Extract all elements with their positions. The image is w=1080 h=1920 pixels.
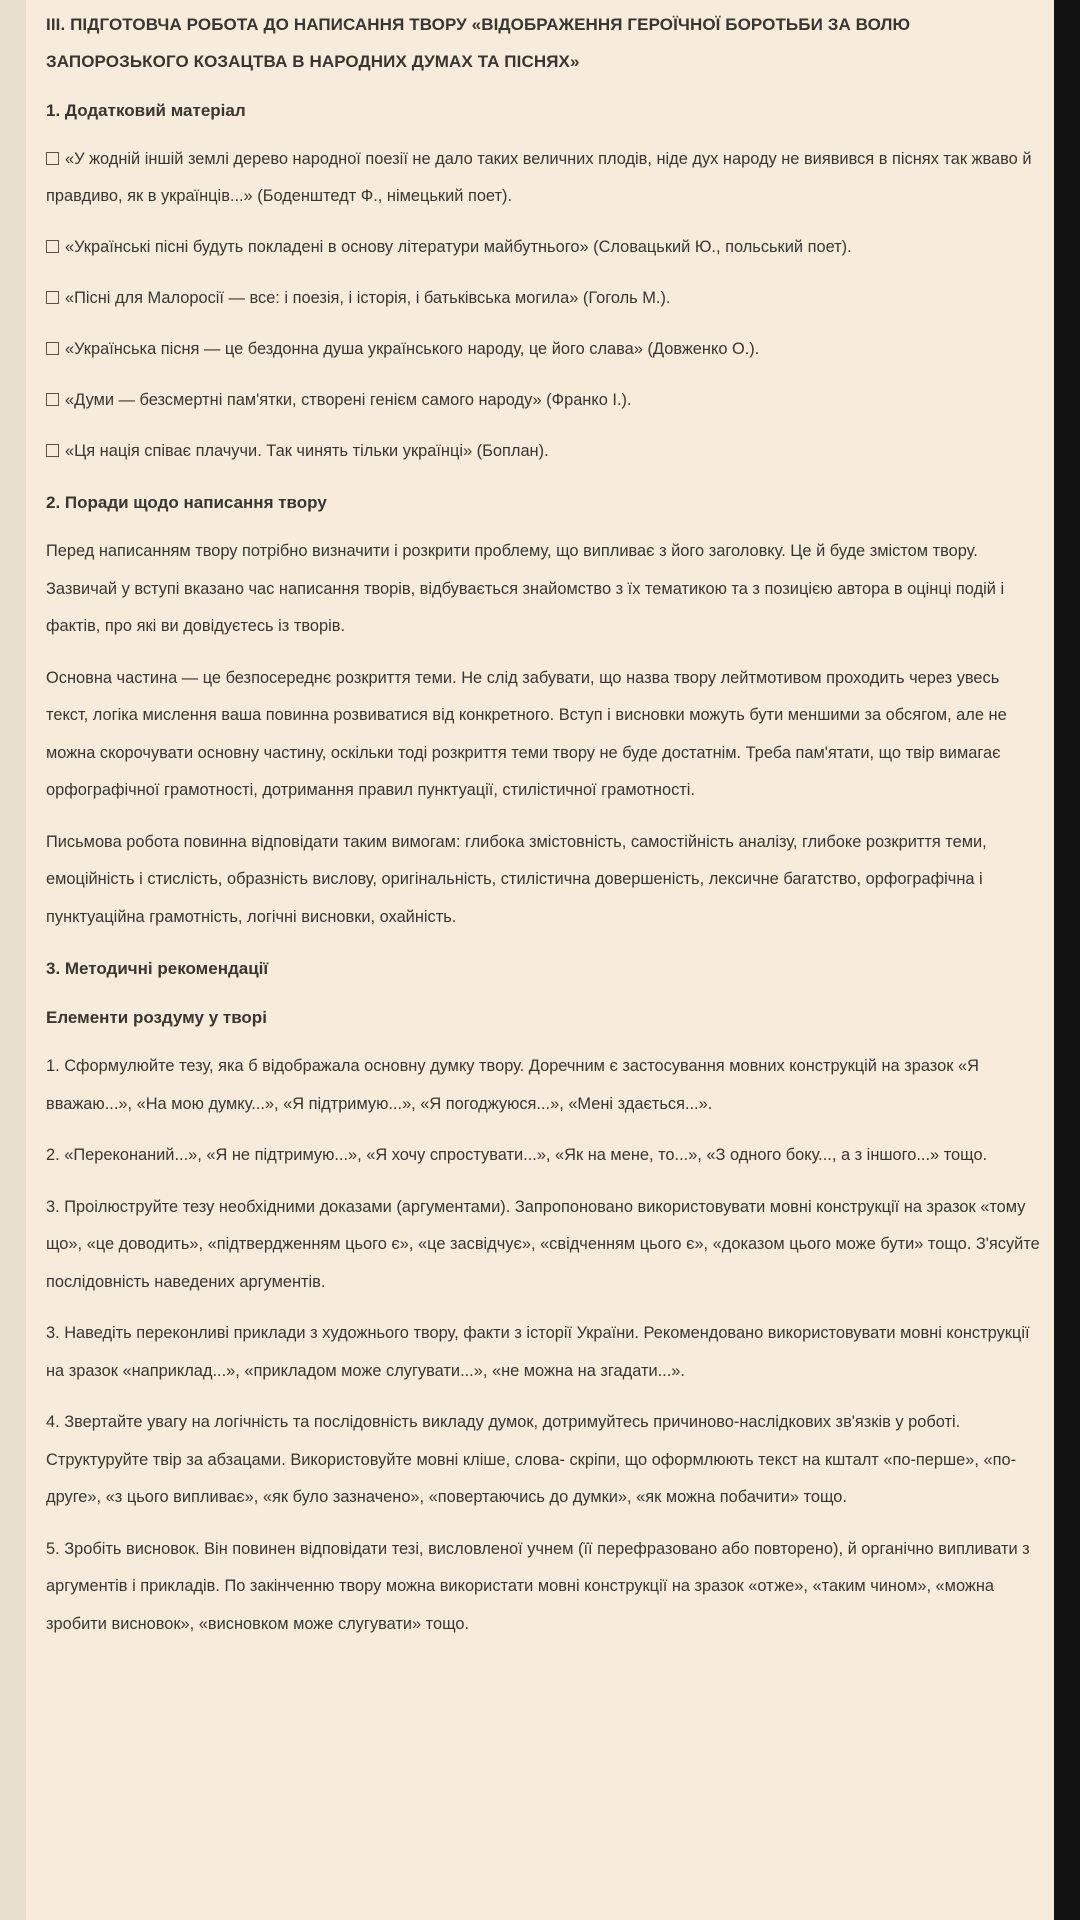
quote-item xyxy=(46,141,1044,215)
quote-list xyxy=(46,141,1044,470)
quote-item xyxy=(46,331,1044,368)
paragraph: 2. «Переконаний...», «Я не підтримую...», «Я хочу спростувати...», «Як на мене, то...», «З одного боку..., а з іншого...» тощо. xyxy=(46,1146,988,1164)
paragraph: 4. Звертайте увагу на логічність та послідовність викладу думок, дотримуйтесь причиново-наслідкових зв'язків у роботі. Структуруйте твір за абзацами. Використовуйте мовні кліше, слова- скріпи, що оформлюють текст на кшталт «по-перше», «по-друге», «з цього випливає», «як було зазначено», «повертаючись до думки», «як можна побачити» тощо. xyxy=(46,1413,1017,1506)
paragraph: 1. Сформулюйте тезу, яка б відображала основну думку твору. Доречним є застосування мовних конструкцій на зразок «Я вважаю...», «На мою думку...», «Я підтримую...», «Я погоджуюся...», «Мені здається...». xyxy=(46,1057,979,1113)
quote-item xyxy=(46,433,1044,470)
left-margin xyxy=(0,0,26,1920)
section-writing-tips xyxy=(46,486,1044,936)
quote-text: «У жодній іншій землі дерево народної поезії не дало таких величних плодів, ніде дух народу не виявився в піснях так жваво й правдиво, як в українців...» (Боденштедт Ф., німецький поет). xyxy=(46,150,1032,205)
quote-text: «Пісні для Малоросії — все: і поезія, і історія, і батьківська могила» (Гоголь М.). xyxy=(65,289,671,307)
paragraph: 3. Наведіть переконливі приклади з художнього твору, факти з історії України. Рекомендовано використовувати мовні конструкції на зразок «наприклад...», «прикладом може слугувати...», «не можна на згадати...». xyxy=(46,1324,1030,1380)
quote-item xyxy=(46,229,1044,266)
checkbox-square-icon xyxy=(46,342,59,355)
paragraph: 5. Зробіть висновок. Він повинен відповідати тезі, висловленої учнем (її перефразовано або повторено), й органічно випливати з аргументів і прикладів. По закінченню твору можна використати мовні конструкції на зразок «отже», «таким чином», «можна зробити висновок», «висновком може слугувати» тощо. xyxy=(46,1539,1030,1633)
quote-text: «Думи — безсмертні пам'ятки, створені генієм самого народу» (Франко І.). xyxy=(65,391,632,409)
section-title: 2. Поради щодо написання твору xyxy=(46,493,327,512)
section-heading: ІІІ. ПІДГОТОВЧА РОБОТА ДО НАПИСАННЯ ТВОРУ «ВІДОБРАЖЕННЯ ГЕРОЇЧНОЇ БОРОТЬБИ ЗА ВОЛЮ ЗАПОРОЗЬКОГО КОЗАЦТВА В НАРОДНИХ ДУМАХ ТА ПІСНЯХ» xyxy=(46,15,911,71)
paragraph: Перед написанням твору потрібно визначити і розкрити проблему, що випливає з його заголовку. Це й буде змістом твору. Зазвичай у вступі вказано час написання творів, відбувається знайомство з їх тематикою та з позицією автора в оцінці подій і фактів, про які ви довідуєтесь із творів. xyxy=(46,542,1005,635)
section-subtitle: Елементи роздуму у творі xyxy=(46,1008,267,1027)
quote-item xyxy=(46,280,1044,317)
quote-item xyxy=(46,382,1044,419)
right-margin xyxy=(1054,0,1080,1920)
section-title: 1. Додатковий матеріал xyxy=(46,101,246,120)
paragraph: Основна частина — це безпосереднє розкриття теми. Не слід забувати, що назва твору лейтмотивом проходить через увесь текст, логіка мислення ваша повинна розвиватися від конкретного. Вступ і висновки можуть бути меншими за обсягом, але не можна скорочувати основну частину, оскільки тоді розкриття теми твору не буде достатнім. Треба пам'ятати, що твір вимагає орфографічної грамотності, дотримання правил пунктуації, стилістичної грамотності. xyxy=(46,668,1007,799)
paragraph: 3. Проілюструйте тезу необхідними доказами (аргументами). Запропоновано використовувати мовні конструкції на зразок «тому що», «це доводить», «підтвердженням цього є», «це засвідчує», «свідченням цього є», «доказом цього може бути» тощо. З'ясуйте послідовність наведених аргументів. xyxy=(46,1197,1040,1291)
paragraph: Письмова робота повинна відповідати таким вимогам: глибока змістовність, самостійність аналізу, глибоке розкриття теми, емоційність і стислість, образність вислову, оригінальність, стилістична довершеність, лексичне багатство, орфографічна і пунктуаційна грамотність, логічні висновки, охайність. xyxy=(46,832,987,926)
document-page xyxy=(26,0,1054,1920)
section-title: 3. Методичні рекомендації xyxy=(46,959,269,978)
quote-text: «Ця нація співає плачучи. Так чинять тільки українці» (Боплан). xyxy=(65,442,549,460)
checkbox-square-icon xyxy=(46,240,59,253)
checkbox-square-icon xyxy=(46,444,59,457)
checkbox-square-icon xyxy=(46,291,59,304)
quote-text: «Українська пісня — це бездонна душа українського народу, це його слава» (Довженко О.). xyxy=(65,340,760,358)
checkbox-square-icon xyxy=(46,393,59,406)
checkbox-square-icon xyxy=(46,152,59,165)
section-additional-material xyxy=(46,94,1044,470)
quote-text: «Українські пісні будуть покладені в основу літератури майбутнього» (Словацький Ю., польський поет). xyxy=(65,238,852,256)
section-methodical-recommendations xyxy=(46,952,1044,1643)
